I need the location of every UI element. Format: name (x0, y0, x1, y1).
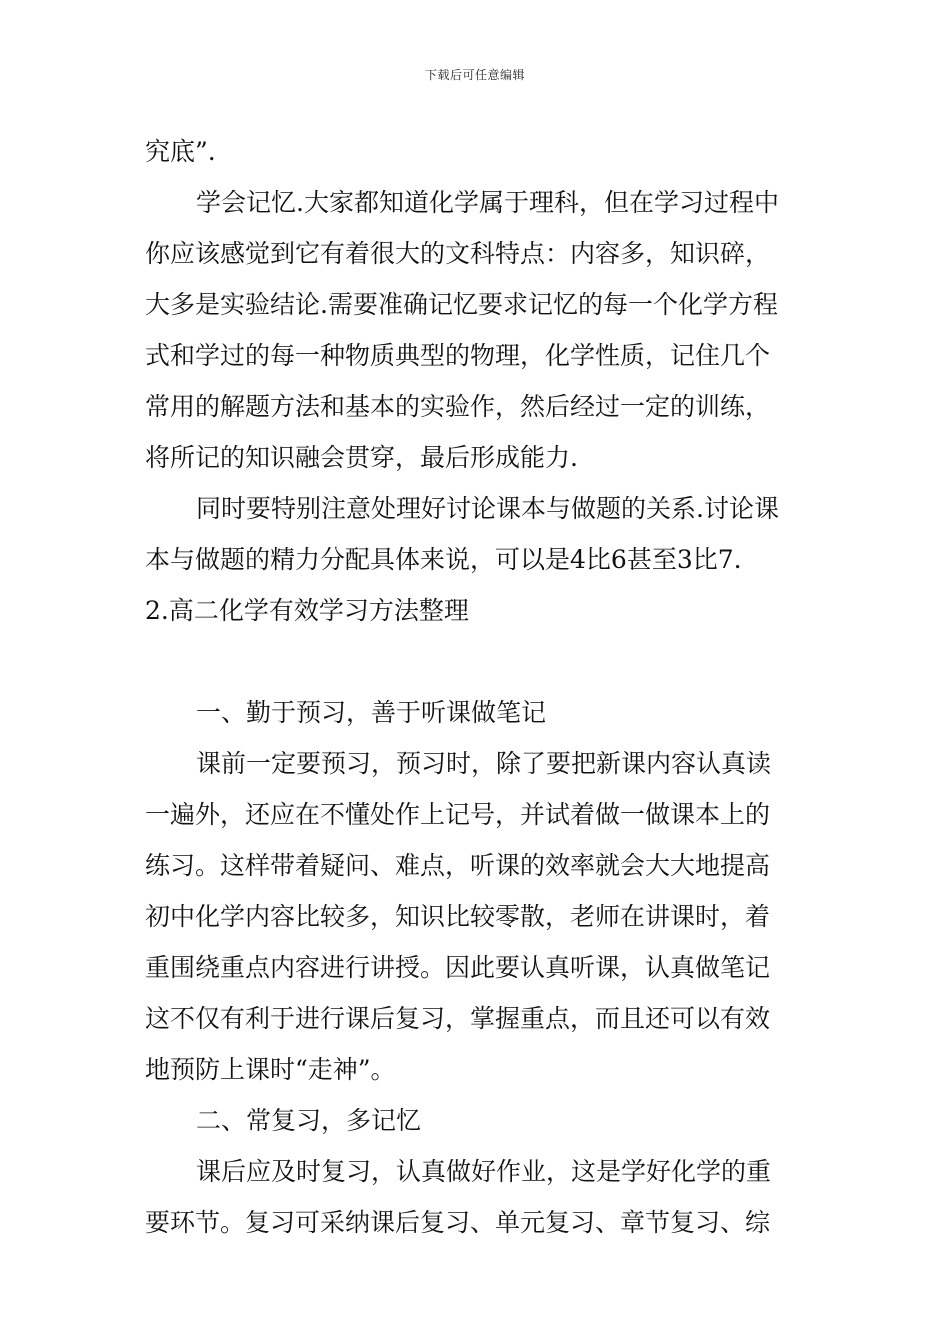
text-line: 你应该感觉到它有着很大的文科特点：内容多，知识碎， (145, 239, 771, 268)
section-heading: 2.高二化学有效学习方法整理 (145, 596, 469, 625)
text-line: 一遍外，还应在不懂处作上记号，并试着做一做课本上的 (145, 800, 771, 829)
subsection-heading: 二、常复习，多记忆 (196, 1106, 422, 1135)
subsection-heading: 一、勤于预习，善于听课做笔记 (196, 698, 547, 727)
text-line: 究底”. (145, 137, 216, 166)
paragraph-start-line: 课后应及时复习，认真做好作业，这是学好化学的重 (196, 1157, 772, 1186)
text-line: 将所记的知识融会贯穿，最后形成能力. (145, 443, 578, 472)
text-line: 地预防上课时“走神”。 (145, 1055, 396, 1084)
text-line: 初中化学内容比较多，知识比较零散，老师在讲课时，着 (145, 902, 771, 931)
text-line: 式和学过的每一种物质典型的物理，化学性质，记住几个 (145, 341, 771, 370)
text-line: 常用的解题方法和基本的实验作，然后经过一定的训练， (145, 392, 771, 421)
text-line: 重围绕重点内容进行讲授。因此要认真听课，认真做笔记 (145, 953, 771, 982)
paragraph-start-line: 同时要特别注意处理好讨论课本与做题的关系.讨论课 (196, 494, 779, 523)
page-header-note: 下载后可任意编辑 (424, 68, 525, 82)
text-line: 大多是实验结论.需要准确记忆要求记忆的每一个化学方程 (145, 290, 778, 319)
paragraph-start-line: 课前一定要预习，预习时，除了要把新课内容认真读 (196, 749, 772, 778)
text-line: 要环节。复习可采纳课后复习、单元复习、章节复习、综 (145, 1208, 771, 1237)
document-body (145, 126, 810, 1248)
blank-spacer (145, 636, 810, 687)
text-line: 本与做题的精力分配具体来说，可以是4比6甚至3比7. (145, 545, 742, 574)
text-line: 这不仅有利于进行课后复习，掌握重点，而且还可以有效 (145, 1004, 771, 1033)
paragraph-start-line: 学会记忆.大家都知道化学属于理科，但在学习过程中 (196, 188, 779, 217)
text-line: 练习。这样带着疑问、难点，听课的效率就会大大地提高 (145, 851, 771, 880)
